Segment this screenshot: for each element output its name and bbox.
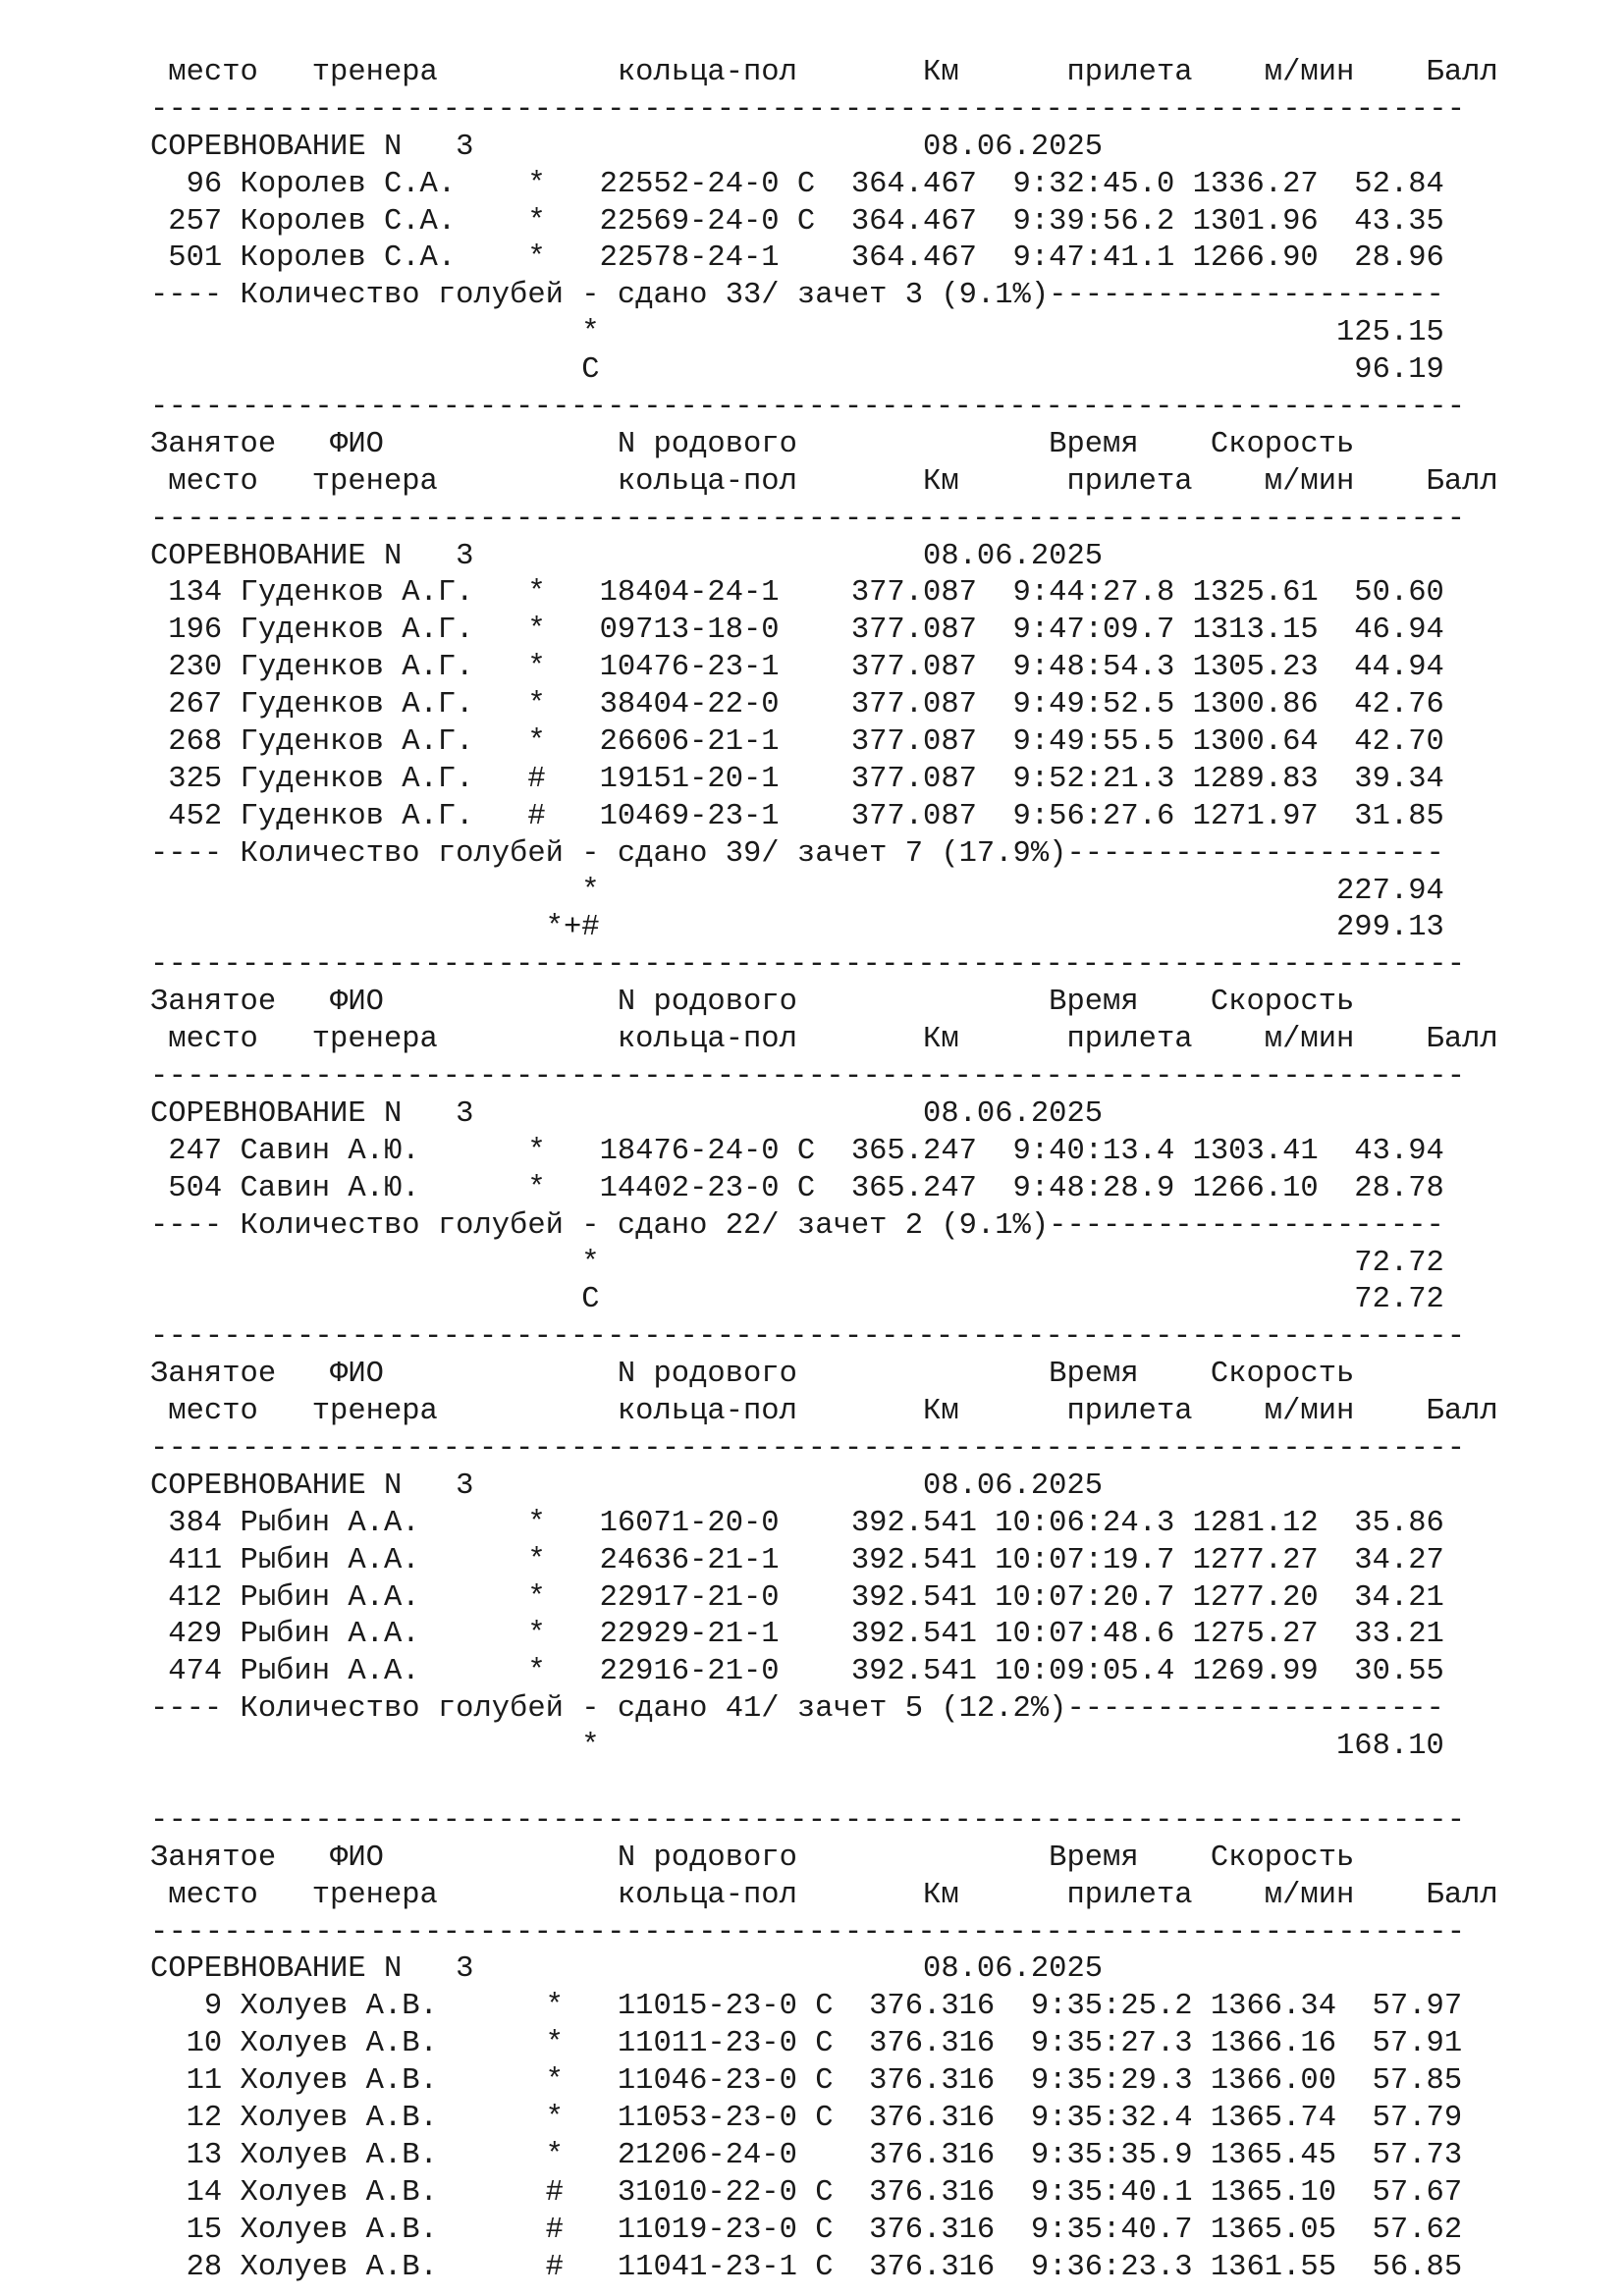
total-line: С 96.19 bbox=[150, 353, 1444, 388]
result-row: 28 Холуев А.В. # 11041-23-1 С 376.316 9:36:23.3 1361.55 56.85 bbox=[150, 2250, 1463, 2284]
result-row: 196 Гуденков А.Г. * 09713-18-0 377.087 9:47:09.7 1313.15 46.94 bbox=[150, 614, 1444, 648]
summary-line: ---- Количество голубей - сдано 22/ зачет 2 (9.1%)---------------------- bbox=[150, 1208, 1444, 1243]
result-row: 230 Гуденков А.Г. * 10476-23-1 377.087 9:48:54.3 1305.23 44.94 bbox=[150, 651, 1444, 685]
header-line: место тренера кольца-пол Км прилета м/мин Балл bbox=[150, 1023, 1498, 1057]
separator-line: ------------------------------------------------------------------------ bbox=[150, 1320, 1466, 1355]
result-row: 412 Рыбин А.А. * 22917-21-0 392.541 10:07:20.7 1277.20 34.21 bbox=[150, 1580, 1444, 1615]
header-line: Занятое ФИО N родового Время Скорость bbox=[150, 427, 1355, 461]
separator-line: ------------------------------------------------------------------------ bbox=[150, 502, 1466, 536]
header-line: СОРЕВНОВАНИЕ N 3 08.06.2025 bbox=[150, 539, 1104, 573]
result-row: 13 Холуев А.В. * 21206-24-0 376.316 9:35:35.9 1365.45 57.73 bbox=[150, 2138, 1463, 2172]
result-row: 14 Холуев А.В. # 31010-22-0 С 376.316 9:35:40.1 1365.10 57.67 bbox=[150, 2175, 1463, 2210]
result-row: 267 Гуденков А.Г. * 38404-22-0 377.087 9:49:52.5 1300.86 42.76 bbox=[150, 688, 1444, 722]
result-row: 247 Савин А.Ю. * 18476-24-0 С 365.247 9:40:13.4 1303.41 43.94 bbox=[150, 1134, 1444, 1168]
header-line: СОРЕВНОВАНИЕ N 3 08.06.2025 bbox=[150, 1096, 1104, 1131]
results-printout bbox=[150, 55, 1584, 2286]
result-row: 257 Королев С.А. * 22569-24-0 С 364.467 9:39:56.2 1301.96 43.35 bbox=[150, 204, 1444, 239]
header-line: место тренера кольца-пол Км прилета м/мин Балл bbox=[150, 1395, 1498, 1429]
header-line: место тренера кольца-пол Км прилета м/мин Балл bbox=[150, 1878, 1498, 1912]
result-row: 501 Королев С.А. * 22578-24-1 364.467 9:47:41.1 1266.90 28.96 bbox=[150, 241, 1444, 276]
summary-line: ---- Количество голубей - сдано 39/ зачет 7 (17.9%)--------------------- bbox=[150, 836, 1444, 871]
result-row: 474 Рыбин А.А. * 22916-21-0 392.541 10:09:05.4 1269.99 30.55 bbox=[150, 1655, 1444, 1689]
blank-line bbox=[150, 1766, 1584, 1803]
separator-line: ------------------------------------------------------------------------ bbox=[150, 391, 1466, 425]
header-line: СОРЕВНОВАНИЕ N 3 08.06.2025 bbox=[150, 130, 1104, 164]
result-row: 452 Гуденков А.Г. # 10469-23-1 377.087 9:56:27.6 1271.97 31.85 bbox=[150, 799, 1444, 833]
result-row: 134 Гуденков А.Г. * 18404-24-1 377.087 9:44:27.8 1325.61 50.60 bbox=[150, 576, 1444, 611]
result-row: 9 Холуев А.В. * 11015-23-0 С 376.316 9:35:25.2 1366.34 57.97 bbox=[150, 1990, 1463, 2024]
total-line: * 168.10 bbox=[150, 1730, 1444, 1764]
header-line: место тренера кольца-пол Км прилета м/мин Балл bbox=[150, 464, 1498, 499]
total-line: * 227.94 bbox=[150, 874, 1444, 908]
separator-line: ------------------------------------------------------------------------ bbox=[150, 1915, 1466, 1949]
separator-line: ------------------------------------------------------------------------ bbox=[150, 948, 1466, 983]
header-line: СОРЕВНОВАНИЕ N 3 08.06.2025 bbox=[150, 1952, 1104, 1987]
result-row: 384 Рыбин А.А. * 16071-20-0 392.541 10:06:24.3 1281.12 35.86 bbox=[150, 1506, 1444, 1540]
summary-line: ---- Количество голубей - сдано 41/ зачет 5 (12.2%)--------------------- bbox=[150, 1692, 1444, 1727]
result-row: 12 Холуев А.В. * 11053-23-0 С 376.316 9:35:32.4 1365.74 57.79 bbox=[150, 2101, 1463, 2135]
result-row: 325 Гуденков А.Г. # 19151-20-1 377.087 9:52:21.3 1289.83 39.34 bbox=[150, 762, 1444, 796]
header-line: Занятое ФИО N родового Время Скорость bbox=[150, 1358, 1355, 1392]
result-row: 429 Рыбин А.А. * 22929-21-1 392.541 10:07:48.6 1275.27 33.21 bbox=[150, 1618, 1444, 1652]
result-row: 504 Савин А.Ю. * 14402-23-0 С 365.247 9:48:28.9 1266.10 28.78 bbox=[150, 1171, 1444, 1205]
header-line: Занятое ФИО N родового Время Скорость bbox=[150, 986, 1355, 1020]
result-row: 96 Королев С.А. * 22552-24-0 С 364.467 9:32:45.0 1336.27 52.84 bbox=[150, 167, 1444, 201]
separator-line: ------------------------------------------------------------------------ bbox=[150, 1060, 1466, 1095]
header-line: СОРЕВНОВАНИЕ N 3 08.06.2025 bbox=[150, 1468, 1104, 1503]
header-line: Занятое ФИО N родового Время Скорость bbox=[150, 1841, 1355, 1875]
total-line: *+# 299.13 bbox=[150, 911, 1444, 945]
result-row: 11 Холуев А.В. * 11046-23-0 С 376.316 9:35:29.3 1366.00 57.85 bbox=[150, 2064, 1463, 2099]
separator-line: ------------------------------------------------------------------------ bbox=[150, 92, 1466, 127]
summary-line: ---- Количество голубей - сдано 33/ зачет 3 (9.1%)---------------------- bbox=[150, 279, 1444, 313]
result-row: 268 Гуденков А.Г. * 26606-21-1 377.087 9:49:55.5 1300.64 42.70 bbox=[150, 725, 1444, 760]
header-line: место тренера кольца-пол Км прилета м/мин Балл bbox=[150, 56, 1498, 89]
result-row: 411 Рыбин А.А. * 24636-21-1 392.541 10:07:19.7 1277.27 34.27 bbox=[150, 1543, 1444, 1577]
result-row: 10 Холуев А.В. * 11011-23-0 С 376.316 9:35:27.3 1366.16 57.91 bbox=[150, 2027, 1463, 2061]
total-line: * 125.15 bbox=[150, 316, 1444, 350]
total-line: * 72.72 bbox=[150, 1246, 1444, 1280]
separator-line: ------------------------------------------------------------------------ bbox=[150, 1431, 1466, 1466]
separator-line: ------------------------------------------------------------------------ bbox=[150, 1803, 1466, 1838]
result-row: 15 Холуев А.В. # 11019-23-0 С 376.316 9:35:40.7 1365.05 57.62 bbox=[150, 2213, 1463, 2247]
total-line: С 72.72 bbox=[150, 1283, 1444, 1317]
